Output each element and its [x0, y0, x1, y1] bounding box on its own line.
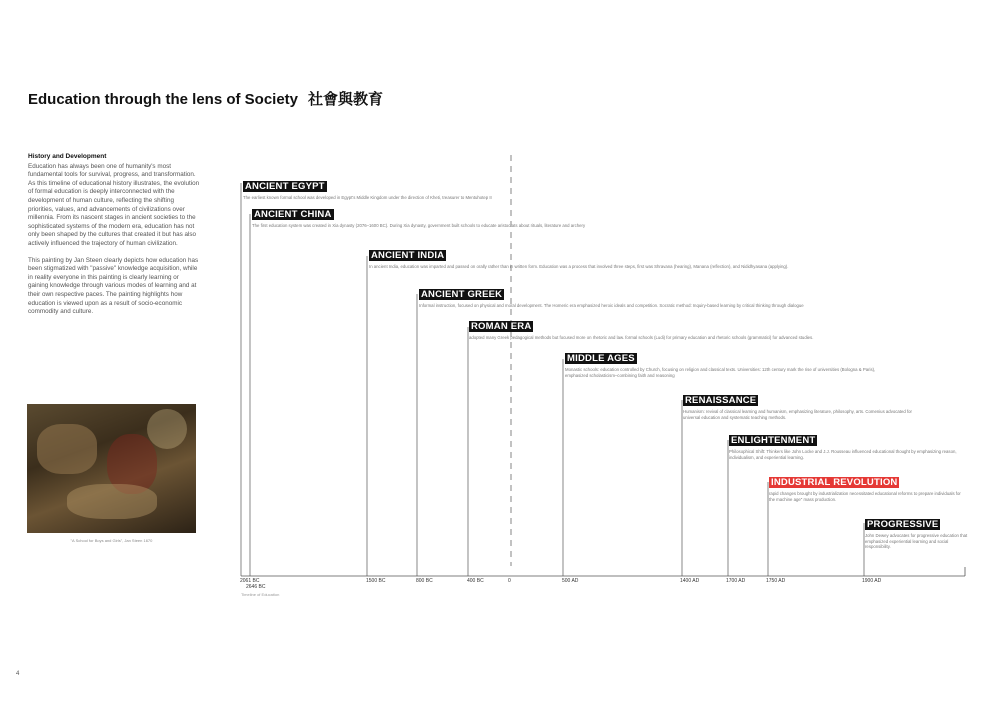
- era-label: ENLIGHTENMENT: [731, 435, 816, 446]
- era-description: Humanism: revival of classical learning and humanism, emphasizing literature, philosophy, arts. Comenius advocated for universal education and systematic teaching methods.: [683, 409, 912, 420]
- era-label: ROMAN ERA: [471, 321, 532, 332]
- painting-caption: "A School for Boys and Girls", Jan Steen 1670: [70, 538, 153, 543]
- era-description: John Dewey advocates for progressive education that emphasized experiential learning and social responsibility.: [865, 533, 968, 550]
- era-label: ANCIENT GREEK: [421, 289, 503, 300]
- era-ancient-egypt: [243, 176, 492, 201]
- tick-label: 500 AD: [562, 578, 579, 584]
- tick-label: 800 BC: [416, 578, 433, 584]
- era-description: Monastic schools: education controlled by Church, focusing on religion and classical texts. Universities: 12th century mark the rise of universities (Bologna & Paris), emphasized scholasticism–combining faith and reasoning: [565, 367, 876, 378]
- title-chinese: 社會與教育: [308, 90, 384, 108]
- era-progressive: [865, 514, 970, 550]
- era-description: rapid changes brought by industrialization necessitated educational reforms to prepare individuals for the machine age" mass production.: [769, 491, 961, 502]
- era-middle-ages: [565, 348, 895, 378]
- tick-label: 0: [508, 578, 511, 584]
- era-industrial-revolution: [769, 472, 967, 502]
- era-description: Informal instruction, focused on physical and moral development. The Homeric era emphasized heroic ideals and competition. Socratic method: Inquiry-based learning by critical thinking through dialogue: [419, 303, 804, 308]
- page-title: [28, 88, 383, 109]
- era-roman: [469, 316, 813, 341]
- tick-label: 1700 AD: [726, 578, 746, 584]
- era-label: INDUSTRIAL REVOLUTION: [771, 477, 898, 488]
- tick-label: 1750 AD: [766, 578, 786, 584]
- era-label: RENAISSANCE: [685, 395, 757, 406]
- era-description: adopted many Greek pedagogical methods but focused more on rhetoric and law. formal schools (Ludi) for primary education and rhetoric schools (grammatici) for advanced studies.: [469, 335, 814, 340]
- era-label: MIDDLE AGES: [567, 353, 635, 364]
- era-label: PROGRESSIVE: [867, 519, 939, 530]
- era-renaissance: [683, 390, 928, 420]
- tick-label: 1500 BC: [366, 578, 386, 584]
- sidebar-paragraph-2: This painting by Jan Steen clearly depicts how education has been stigmatized with "passive" knowledge acquisition, while in reality everyone in this painting is clearly learning or gaining knowledge through various modes of learning and at their own respective paces. The painting highlights how education is viewed upon as a result of socio-economic commodity and culture.: [28, 256, 199, 316]
- era-enlightenment: [729, 430, 967, 460]
- era-ancient-india: [369, 245, 788, 270]
- era-description: The first education system was created in Xia dynasty (2076–1600 BC). During Xia dynasty, government built schools to educate aristocrats about rituals, literature and archery: [252, 223, 586, 228]
- tick-label: 1400 AD: [680, 578, 700, 584]
- era-ancient-greek: [419, 284, 804, 309]
- sidebar-heading: History and Development: [28, 153, 107, 160]
- sub-tick-label: 2646 BC: [246, 584, 266, 590]
- era-ancient-china: [252, 204, 585, 229]
- era-description: In ancient India, education was imparted and passed on orally rather than in written form. Education was a process that involved three steps, first was Shravana (hearing), Manana (reflection), and Nididhyasana (applying).: [369, 264, 789, 269]
- tick-label: 1900 AD: [862, 578, 882, 584]
- era-description: The earliest known formal school was developed in Egypt's Middle Kingdom under the direction of Kheti, treasurer to Mentuhotep II: [243, 195, 492, 200]
- era-label: ANCIENT CHINA: [254, 209, 332, 220]
- jan-steen-painting: [27, 404, 196, 533]
- history-sidebar: [28, 153, 200, 325]
- page-number: 4: [16, 671, 20, 677]
- axis-label: Timeline of Education: [241, 592, 280, 597]
- sidebar-paragraph-1: Education has always been one of humanity's most fundamental tools for survival, progress, and transformation. As this timeline of educational history illustrates, the evolution of formal education is deeply interconnected with the development of human culture, reflecting the shifting priorities, values, and advancements of civilizations over millennia. From its nascent stages in ancient societies to the sophisticated systems of the modern era, education has not only been shaped by the cultures that created it but has also actively influenced the trajectory of human civilization.: [28, 162, 200, 247]
- era-label: ANCIENT EGYPT: [245, 181, 325, 192]
- era-description: Philosophical Shift: Thinkers like John Locke and J.J. Rousseau influenced educational thought by emphasizing reason, individualism, and experiential learning.: [729, 449, 957, 460]
- era-label: ANCIENT INDIA: [371, 250, 445, 261]
- tick-label: 400 BC: [467, 578, 484, 584]
- title-english: Education through the lens of Society: [28, 91, 299, 108]
- tick-label: 2061 BC: [240, 578, 260, 584]
